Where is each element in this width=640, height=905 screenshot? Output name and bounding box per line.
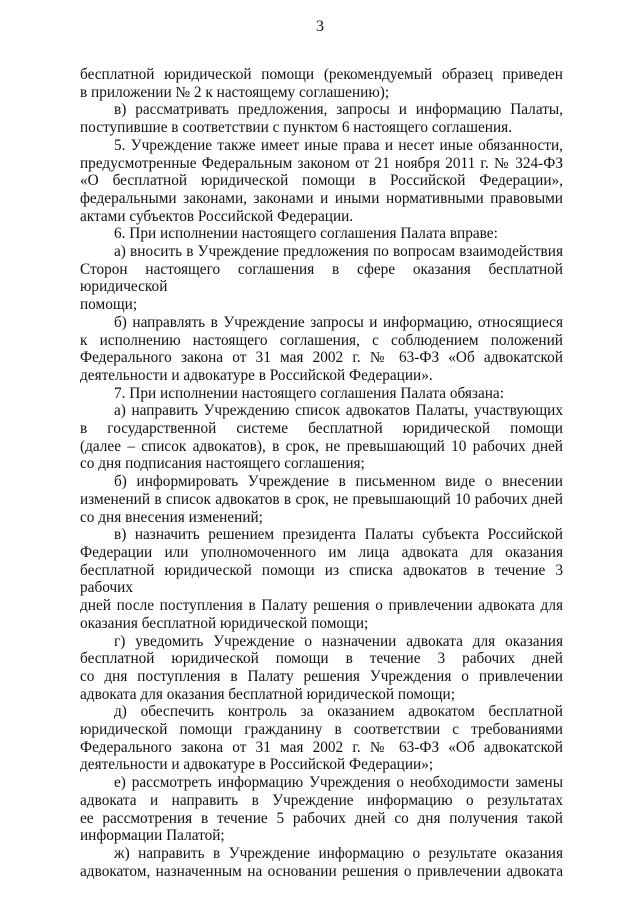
- text-line: оказания бесплатной юридической помощи;: [80, 614, 369, 632]
- text-line: юридической помощи гражданину в соответствии с требованиями: [80, 721, 563, 739]
- paragraph: [80, 314, 563, 385]
- paragraph: [80, 243, 563, 314]
- text-line: со дня подписания настоящего соглашения;: [80, 455, 365, 473]
- text-line: «О бесплатной юридической помощи в Российской Федерации»,: [80, 172, 563, 190]
- paragraph: [80, 225, 563, 243]
- paragraph: [80, 633, 563, 704]
- text-line: помощи;: [80, 296, 138, 314]
- text-line: в государственной системе бесплатной юридической помощи: [80, 420, 563, 438]
- text-line: Сторон настоящего соглашения в сфере оказания бесплатной юридической: [80, 260, 563, 296]
- text-line: к исполнению настоящего соглашения, с соблюдением положений: [80, 331, 563, 349]
- paragraph: [80, 703, 563, 774]
- text-line: Федерального закона от 31 мая 2002 г. № 63-ФЗ «Об адвокатской: [80, 349, 563, 367]
- page-number: 3: [316, 18, 324, 35]
- text-line: поступившие в соответствии с пунктом 6 настоящего соглашения.: [80, 119, 513, 137]
- text-line: актами субъектов Российской Федерации.: [80, 207, 354, 225]
- document-body: [80, 66, 563, 880]
- text-line: деятельности и адвокатуре в Российской Федерации».: [80, 366, 433, 384]
- text-line: ее рассмотрения в течение 5 рабочих дней со дня получения такой: [80, 809, 563, 827]
- text-line: бесплатной юридической помощи (рекомендуемый образец приведен: [80, 66, 563, 83]
- text-line: а) направить Учреждению список адвокатов Палаты, участвующих: [114, 402, 563, 420]
- paragraph: [80, 101, 563, 136]
- text-line: г) уведомить Учреждение о назначении адвоката для оказания: [114, 632, 563, 650]
- text-line: в) назначить решением президента Палаты субъекта Российской: [114, 526, 563, 544]
- paragraph: [80, 845, 563, 880]
- paragraph: [80, 385, 563, 403]
- text-line: в приложении № 2 к настоящему соглашению);: [80, 83, 390, 101]
- text-line: е) рассмотреть информацию Учреждения о необходимости замены: [114, 774, 563, 792]
- text-line: со дня поступления в Палату решения Учреждения о привлечении: [80, 667, 563, 685]
- paragraph: [80, 774, 563, 845]
- text-line: Федерального закона от 31 мая 2002 г. № 63-ФЗ «Об адвокатской: [80, 738, 563, 756]
- text-line: б) направлять в Учреждение запросы и информацию, относящиеся: [114, 313, 563, 331]
- text-line: 5. Учреждение также имеет иные права и несет иные обязанности,: [114, 136, 563, 154]
- text-line: (далее – список адвокатов), в срок, не превышающий 10 рабочих дней: [80, 437, 563, 455]
- text-line: в) рассматривать предложения, запросы и информацию Палаты,: [114, 101, 563, 119]
- text-line: 7. При исполнении настоящего соглашения Палата обязана:: [114, 384, 504, 402]
- text-line: д) обеспечить контроль за оказанием адвокатом бесплатной: [114, 703, 563, 721]
- text-line: бесплатной юридической помощи в течение 3 рабочих дней: [80, 650, 563, 668]
- text-line: изменений в список адвокатов в срок, не превышающий 10 рабочих дней: [80, 490, 563, 508]
- paragraph: [80, 402, 563, 473]
- text-line: федеральными законами, законами и иными нормативными правовыми: [80, 189, 563, 207]
- paragraph: [80, 526, 563, 632]
- text-line: адвоката для оказания бесплатной юридической помощи;: [80, 685, 455, 703]
- text-line: информации Палатой;: [80, 827, 225, 845]
- text-line: 6. При исполнении настоящего соглашения Палата вправе:: [114, 225, 498, 243]
- text-line: Федерации или уполномоченного им лица адвоката для оказания: [80, 543, 563, 561]
- paragraph: [80, 66, 563, 101]
- text-line: бесплатной юридической помощи из списка адвокатов в течение 3 рабочих: [80, 561, 563, 597]
- text-line: со дня внесения изменений;: [80, 508, 263, 526]
- text-line: б) информировать Учреждение в письменном виде о внесении: [114, 473, 563, 491]
- text-line: предусмотренные Федеральным законом от 21 ноября 2011 г. № 324-ФЗ: [80, 154, 563, 172]
- text-line: адвокатом, назначенным на основании решения о привлечении адвоката: [80, 862, 563, 880]
- paragraph: [80, 473, 563, 526]
- text-line: ж) направить в Учреждение информацию о результате оказания: [114, 844, 563, 862]
- text-line: а) вносить в Учреждение предложения по вопросам взаимодействия: [114, 243, 563, 261]
- text-line: дней после поступления в Палату решения о привлечении адвоката для: [80, 597, 563, 615]
- paragraph: [80, 137, 563, 226]
- text-line: адвоката и направить в Учреждение информацию о результатах: [80, 791, 563, 809]
- text-line: деятельности и адвокатуре в Российской Федерации»;: [80, 756, 434, 774]
